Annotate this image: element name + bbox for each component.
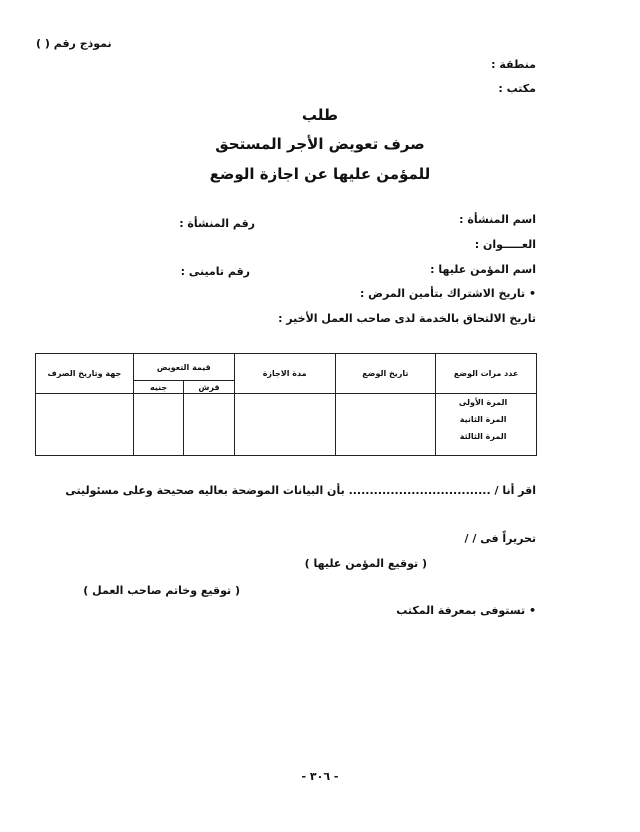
header-compensation-value: قيمة التعويض (133, 354, 234, 381)
insured-signature: ( توقيع المؤمن عليها ) (304, 557, 427, 570)
dated-line: تحريراً فى / / (464, 532, 536, 545)
office-label: مكتب : (498, 82, 536, 95)
service-join-date-label: تاريخ الالتحاق بالخدمة لدى صاحب العمل الأخير : (278, 312, 536, 325)
row-third-time: المرة الثالثة (459, 432, 507, 441)
title-request: طلب (301, 106, 339, 124)
insured-name-label: اسم المؤمن عليها : (430, 263, 536, 276)
header-pound: جنيه (133, 381, 183, 394)
payment-entity-cell (36, 394, 134, 456)
declaration-suffix: بأن البيانات الموضحة بعاليه صحيحة وعلى مسئوليتى (65, 484, 345, 497)
pound-cell (133, 394, 183, 456)
header-births-count: عدد مرات الوضع (436, 354, 537, 394)
establishment-name-label: اسم المنشأة : (459, 213, 536, 226)
establishment-number-label: رقم المنشأة : (179, 217, 255, 230)
header-payment-entity-date: جهة وتاريخ الصرف (36, 354, 134, 394)
sickness-insurance-date-label: • تاريخ الاشتراك بتأمين المرض : (359, 287, 536, 300)
page-number: - ٣٠٦ - (301, 770, 339, 783)
title-subject: صرف تعويض الأجر المستحق (215, 135, 425, 153)
title-subject-line2: للمؤمن عليها عن اجازة الوضع (209, 165, 431, 183)
births-rows-cell (436, 394, 537, 456)
header-leave-duration: مدة الاجازة (234, 354, 335, 394)
maternity-leave-table (35, 353, 537, 456)
declaration-prefix: اقر أنا / .................................. (348, 484, 536, 497)
region-label: منطقة : (491, 58, 536, 71)
row-first-time: المرة الأولى (458, 398, 508, 407)
insurance-number-label: رقم تامينى : (180, 265, 250, 278)
employer-signature: ( توقيع وخاتم صاحب العمل ) (83, 584, 240, 597)
piaster-cell (184, 394, 235, 456)
row-second-time: المرة الثانية (459, 415, 507, 424)
header-piaster: قرش (184, 381, 235, 394)
birth-date-cell (335, 394, 436, 456)
office-note: • تستوفى بمعرفة المكتب (396, 604, 536, 617)
address-label: العـــــوان : (474, 238, 536, 251)
declaration-line (65, 484, 536, 497)
header-birth-date: تاريخ الوضع (335, 354, 436, 394)
form-number: نموذج رقم ( ) (36, 37, 112, 50)
leave-duration-cell (234, 394, 335, 456)
